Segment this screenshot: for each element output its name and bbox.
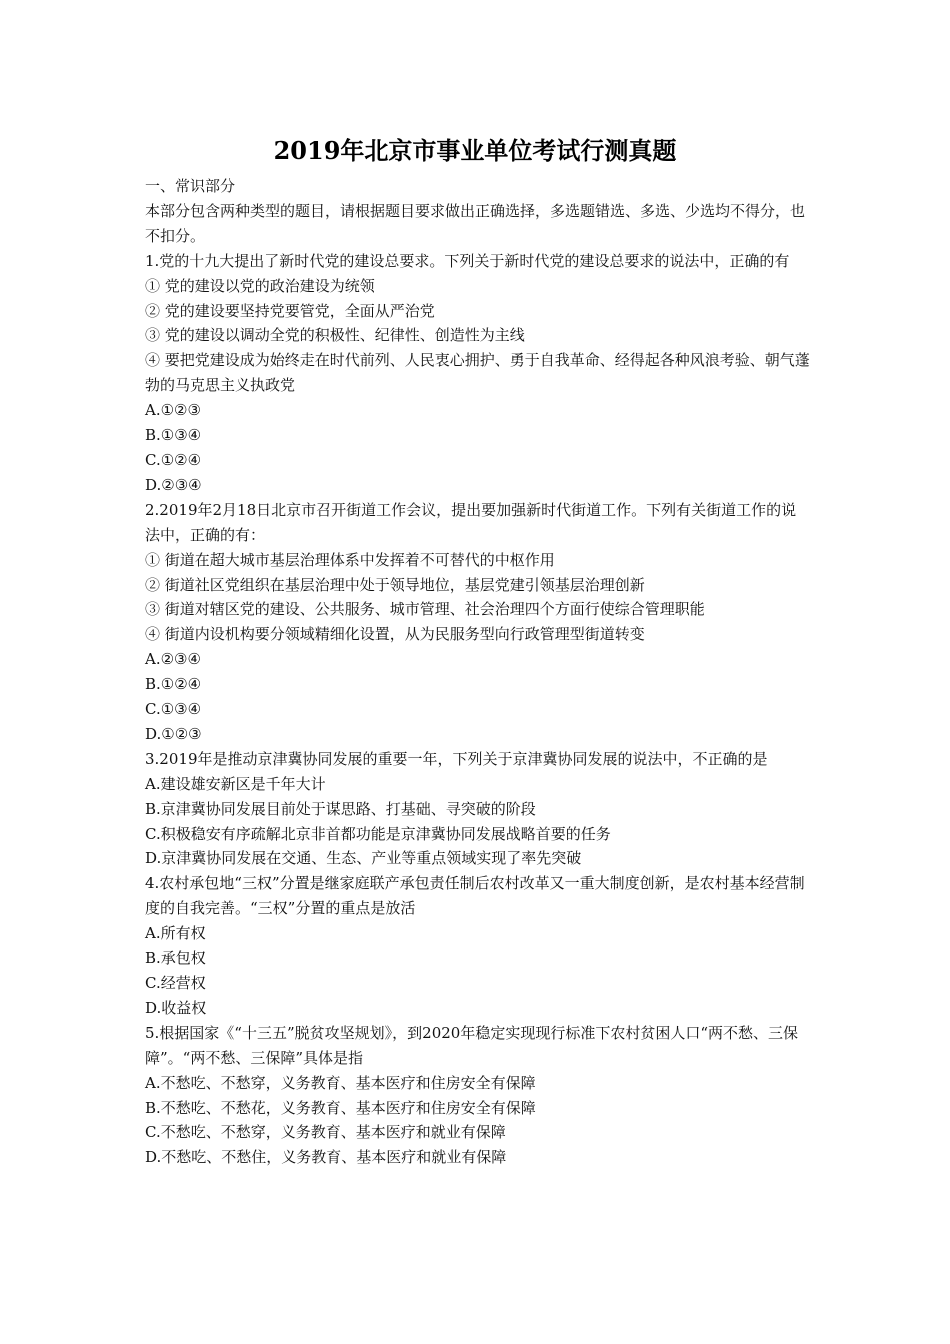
answer-option: D.②③④ <box>145 475 202 494</box>
question-stem: 1.党的十九大提出了新时代党的建设总要求。下列关于新时代党的建设总要求的说法中，正确的有 <box>145 251 790 270</box>
answer-option: C.①②④ <box>145 450 202 469</box>
answer-option: C.①③④ <box>145 700 202 719</box>
document-title: 2019年北京市事业单位考试行测真题 <box>273 136 677 165</box>
answer-option: D.不愁吃、不愁住，义务教育、基本医疗和就业有保障 <box>145 1148 507 1167</box>
answer-option: C.经营权 <box>145 974 206 992</box>
answer-option: B.不愁吃、不愁花，义务教育、基本医疗和住房安全有保障 <box>145 1098 536 1117</box>
question-stem: 2.2019年2月18日北京市召开街道工作会议，提出要加强新时代街道工作。下列有关街道工作的说法中，正确的有： <box>145 500 797 544</box>
answer-option: A.②③④ <box>145 650 201 669</box>
question-stem: 4.农村承包地“三权”分置是继家庭联产承包责任制后农村改革又一重大制度创新，是农村基本经营制度的自我完善。“三权”分置的重点是放活 <box>145 874 805 918</box>
answer-option: D.京津冀协同发展在交通、生态、产业等重点领域实现了率先突破 <box>145 849 582 868</box>
question-4 <box>145 871 810 1020</box>
answer-option: C.不愁吃、不愁穿，义务教育、基本医疗和就业有保障 <box>145 1123 506 1142</box>
statement-item: ① 党的建设以党的政治建设为统领 <box>145 276 375 295</box>
answer-option: A.所有权 <box>145 924 206 943</box>
question-5 <box>145 1021 810 1170</box>
section-heading: 一、常识部分 <box>145 177 236 195</box>
answer-option: A.建设雄安新区是千年大计 <box>145 774 326 793</box>
instructions: 本部分包含两种类型的题目，请根据题目要求做出正确选择，多选题错选、多选、少选均不得分，也不扣分。 <box>145 201 806 245</box>
document-body <box>145 174 810 1170</box>
question-2 <box>145 498 810 747</box>
statement-item: ③ 党的建设以调动全党的积极性、纪律性、创造性为主线 <box>145 326 525 345</box>
statement-item: ② 党的建设要坚持党要管党，全面从严治党 <box>145 301 435 320</box>
question-stem: 3.2019年是推动京津冀协同发展的重要一年，下列关于京津冀协同发展的说法中，不正确的是 <box>145 749 768 768</box>
question-stem: 5.根据国家《“十三五”脱贫攻坚规划》，到2020年稳定实现现行标准下农村贫困人口“两不愁、三保障”。“两不愁、三保障”具体是指 <box>145 1023 798 1067</box>
question-1 <box>145 249 810 498</box>
statement-item: ① 街道在超大城市基层治理体系中发挥着不可替代的中枢作用 <box>145 550 555 569</box>
answer-option: B.京津冀协同发展目前处于谋思路、打基础、寻突破的阶段 <box>145 799 536 818</box>
statement-item: ③ 街道对辖区党的建设、公共服务、城市管理、社会治理四个方面行使综合管理职能 <box>145 600 705 619</box>
answer-option: B.①②④ <box>145 675 202 694</box>
statement-item: ④ 要把党建设成为始终走在时代前列、人民衷心拥护、勇于自我革命、经得起各种风浪考验、朝气蓬勃的马克思主义执政党 <box>145 351 810 395</box>
answer-option: D.①②③ <box>145 724 202 743</box>
statement-item: ② 街道社区党组织在基层治理中处于领导地位，基层党建引领基层治理创新 <box>145 575 645 594</box>
answer-option: C.积极稳安有序疏解北京非首都功能是京津冀协同发展战略首要的任务 <box>145 824 611 843</box>
answer-option: B.承包权 <box>145 949 206 968</box>
answer-option: A.不愁吃、不愁穿，义务教育、基本医疗和住房安全有保障 <box>145 1073 536 1092</box>
answer-option: A.①②③ <box>145 401 201 420</box>
statement-item: ④ 街道内设机构要分领域精细化设置，从为民服务型向行政管理型街道转变 <box>145 625 645 644</box>
answer-option: B.①③④ <box>145 426 202 445</box>
question-3 <box>145 747 810 872</box>
answer-option: D.收益权 <box>145 998 207 1017</box>
